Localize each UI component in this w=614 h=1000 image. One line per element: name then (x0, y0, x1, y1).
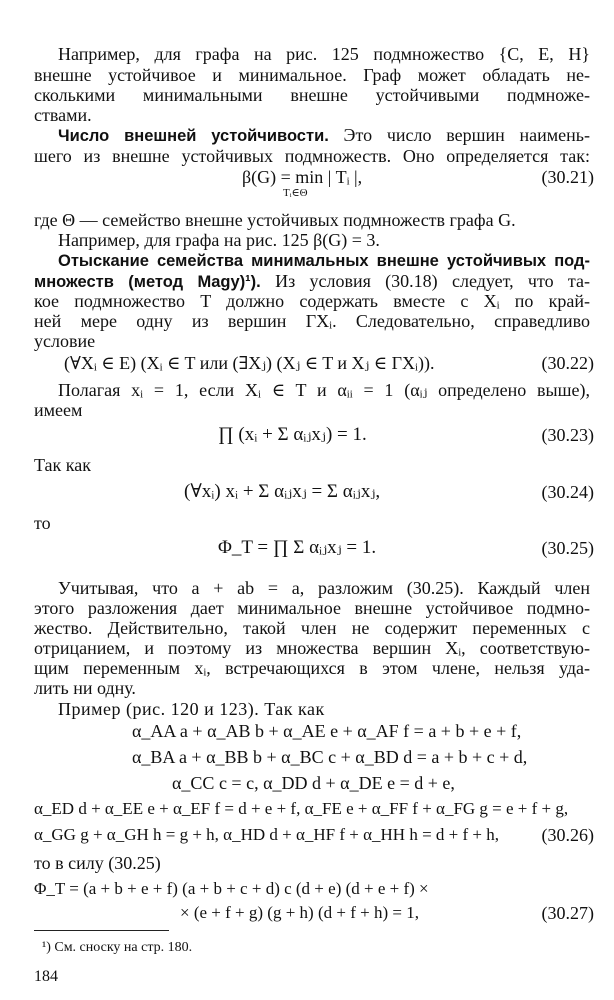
sec2-line-2-rest: Из условия (30.18) следует, что та- (260, 271, 590, 291)
sec2-line-3: кое подмножество T должно содержать вместе с Xᵢ по край- (34, 291, 590, 311)
para3-line-2: этого разложения дает минимальное внешне устойчивое подмно- (34, 598, 590, 618)
equation-30-21-subscript: Tᵢ∈Θ (283, 187, 308, 199)
equation-30-22: (∀Xᵢ ∈ E) (Xᵢ ∈ T или (∃Xⱼ) (Xⱼ ∈ T и Xⱼ ∈ ΓXᵢ)). (64, 353, 435, 373)
tak-kak-line: Так как (34, 455, 91, 475)
system-line-5: α_GG g + α_GH h = g + h, α_HD d + α_HF f + α_HH h = d + f + h, (34, 825, 500, 844)
polagaya-line-2: имеем (34, 400, 83, 420)
equation-30-21: β(G) = min | Tᵢ |, (242, 167, 363, 187)
footnote: ¹) См. сноску на стр. 180. (42, 940, 193, 955)
system-line-3: α_CC c = c, α_DD d + α_DE e = d + e, (172, 773, 455, 793)
to-line: то (34, 513, 51, 533)
example-line: Например, для графа на рис. 125 β(G) = 3. (58, 230, 380, 250)
para3-line-1: Учитывая, что a + ab = a, разложим (30.25). Каждый член (58, 578, 590, 598)
sec2-line-4: ней мере одну из вершин ΓXᵢ. Следовательно, справедливо (34, 311, 590, 331)
equation-30-24: (∀xᵢ) xᵢ + Σ αᵢⱼxⱼ = Σ αᵢⱼxⱼ, (184, 481, 381, 502)
footnote-divider (34, 930, 169, 931)
para1-line-1: Например, для графа на рис. 125 подмножество {C, E, H} (58, 44, 590, 64)
equation-number-30-25: (30.25) (541, 538, 594, 558)
equation-30-23: ∏ (xᵢ + Σ αᵢⱼxⱼ) = 1. (218, 424, 367, 445)
equation-30-27-line-2: × (e + f + g) (g + h) (d + f + h) = 1, (180, 903, 419, 922)
equation-number-30-24: (30.24) (541, 482, 594, 502)
sec1-line-1 (58, 125, 590, 146)
para1-line-4: ствами. (34, 105, 92, 125)
sec2-line-5: условие (34, 331, 96, 351)
para3-line-5: щим переменным xᵢ, встречающихся в этом члене, нельзя уда- (34, 658, 590, 678)
equation-30-25: Φ_T = ∏ Σ αᵢⱼxⱼ = 1. (218, 537, 377, 558)
para3-line-4: отрицанием, и поэтому из множества вершин Xᵢ, соответствую- (34, 638, 590, 658)
system-line-1: α_AA a + α_AB b + α_AE e + α_AF f = a + b + e + f, (132, 721, 522, 741)
v-silu-line: то в силу (30.25) (34, 853, 161, 873)
para1-line-2: внешне устойчивое и минимальное. Граф может обладать не- (34, 65, 590, 85)
system-line-4: α_ED d + α_EE e + α_EF f = d + e + f, α_FE e + α_FF f + α_FG g = e + f + g, (34, 799, 569, 818)
para1-line-3: сколькими минимальными внешне устойчивыми подмноже- (34, 85, 590, 105)
equation-number-30-21: (30.21) (541, 167, 594, 187)
para3-line-3: жество. Действительно, такой член не содержит переменных с (34, 618, 590, 638)
para3-line-6: лить ни одну. (34, 678, 136, 698)
sec1-line-2: шего из внешне устойчивых подмножеств. Оно определяется так: (34, 146, 590, 166)
equation-number-30-22: (30.22) (541, 353, 594, 373)
page-number: 184 (34, 968, 58, 985)
system-line-2: α_BA a + α_BB b + α_BC c + α_BD d = a + b + c + d, (132, 747, 528, 767)
sec2-heading-line-2: множеств (метод Magy)¹). (34, 273, 261, 291)
sec1-heading: Число внешней устойчивости. (58, 127, 329, 145)
equation-number-30-26: (30.26) (541, 825, 594, 845)
equation-number-30-23: (30.23) (541, 425, 594, 445)
equation-30-27-line-1: Φ_T = (a + b + e + f) (a + b + c + d) c (d + e) (d + e + f) × (34, 879, 429, 898)
where-line: где Θ — семейство внешне устойчивых подмножеств графа G. (34, 210, 516, 230)
sec1-heading-rest: Это число вершин наимень- (328, 125, 590, 145)
sec2-line-2 (34, 271, 590, 292)
sec2-heading-line-1: Отыскание семейства минимальных внешне устойчивых под- (58, 252, 590, 270)
polagaya-line-1: Полагая xᵢ = 1, если Xᵢ ∈ T и αᵢᵢ = 1 (αᵢⱼ определено выше), (58, 380, 590, 400)
primer-line: Пример (рис. 120 и 123). Так как (58, 699, 325, 719)
equation-number-30-27: (30.27) (541, 903, 594, 923)
